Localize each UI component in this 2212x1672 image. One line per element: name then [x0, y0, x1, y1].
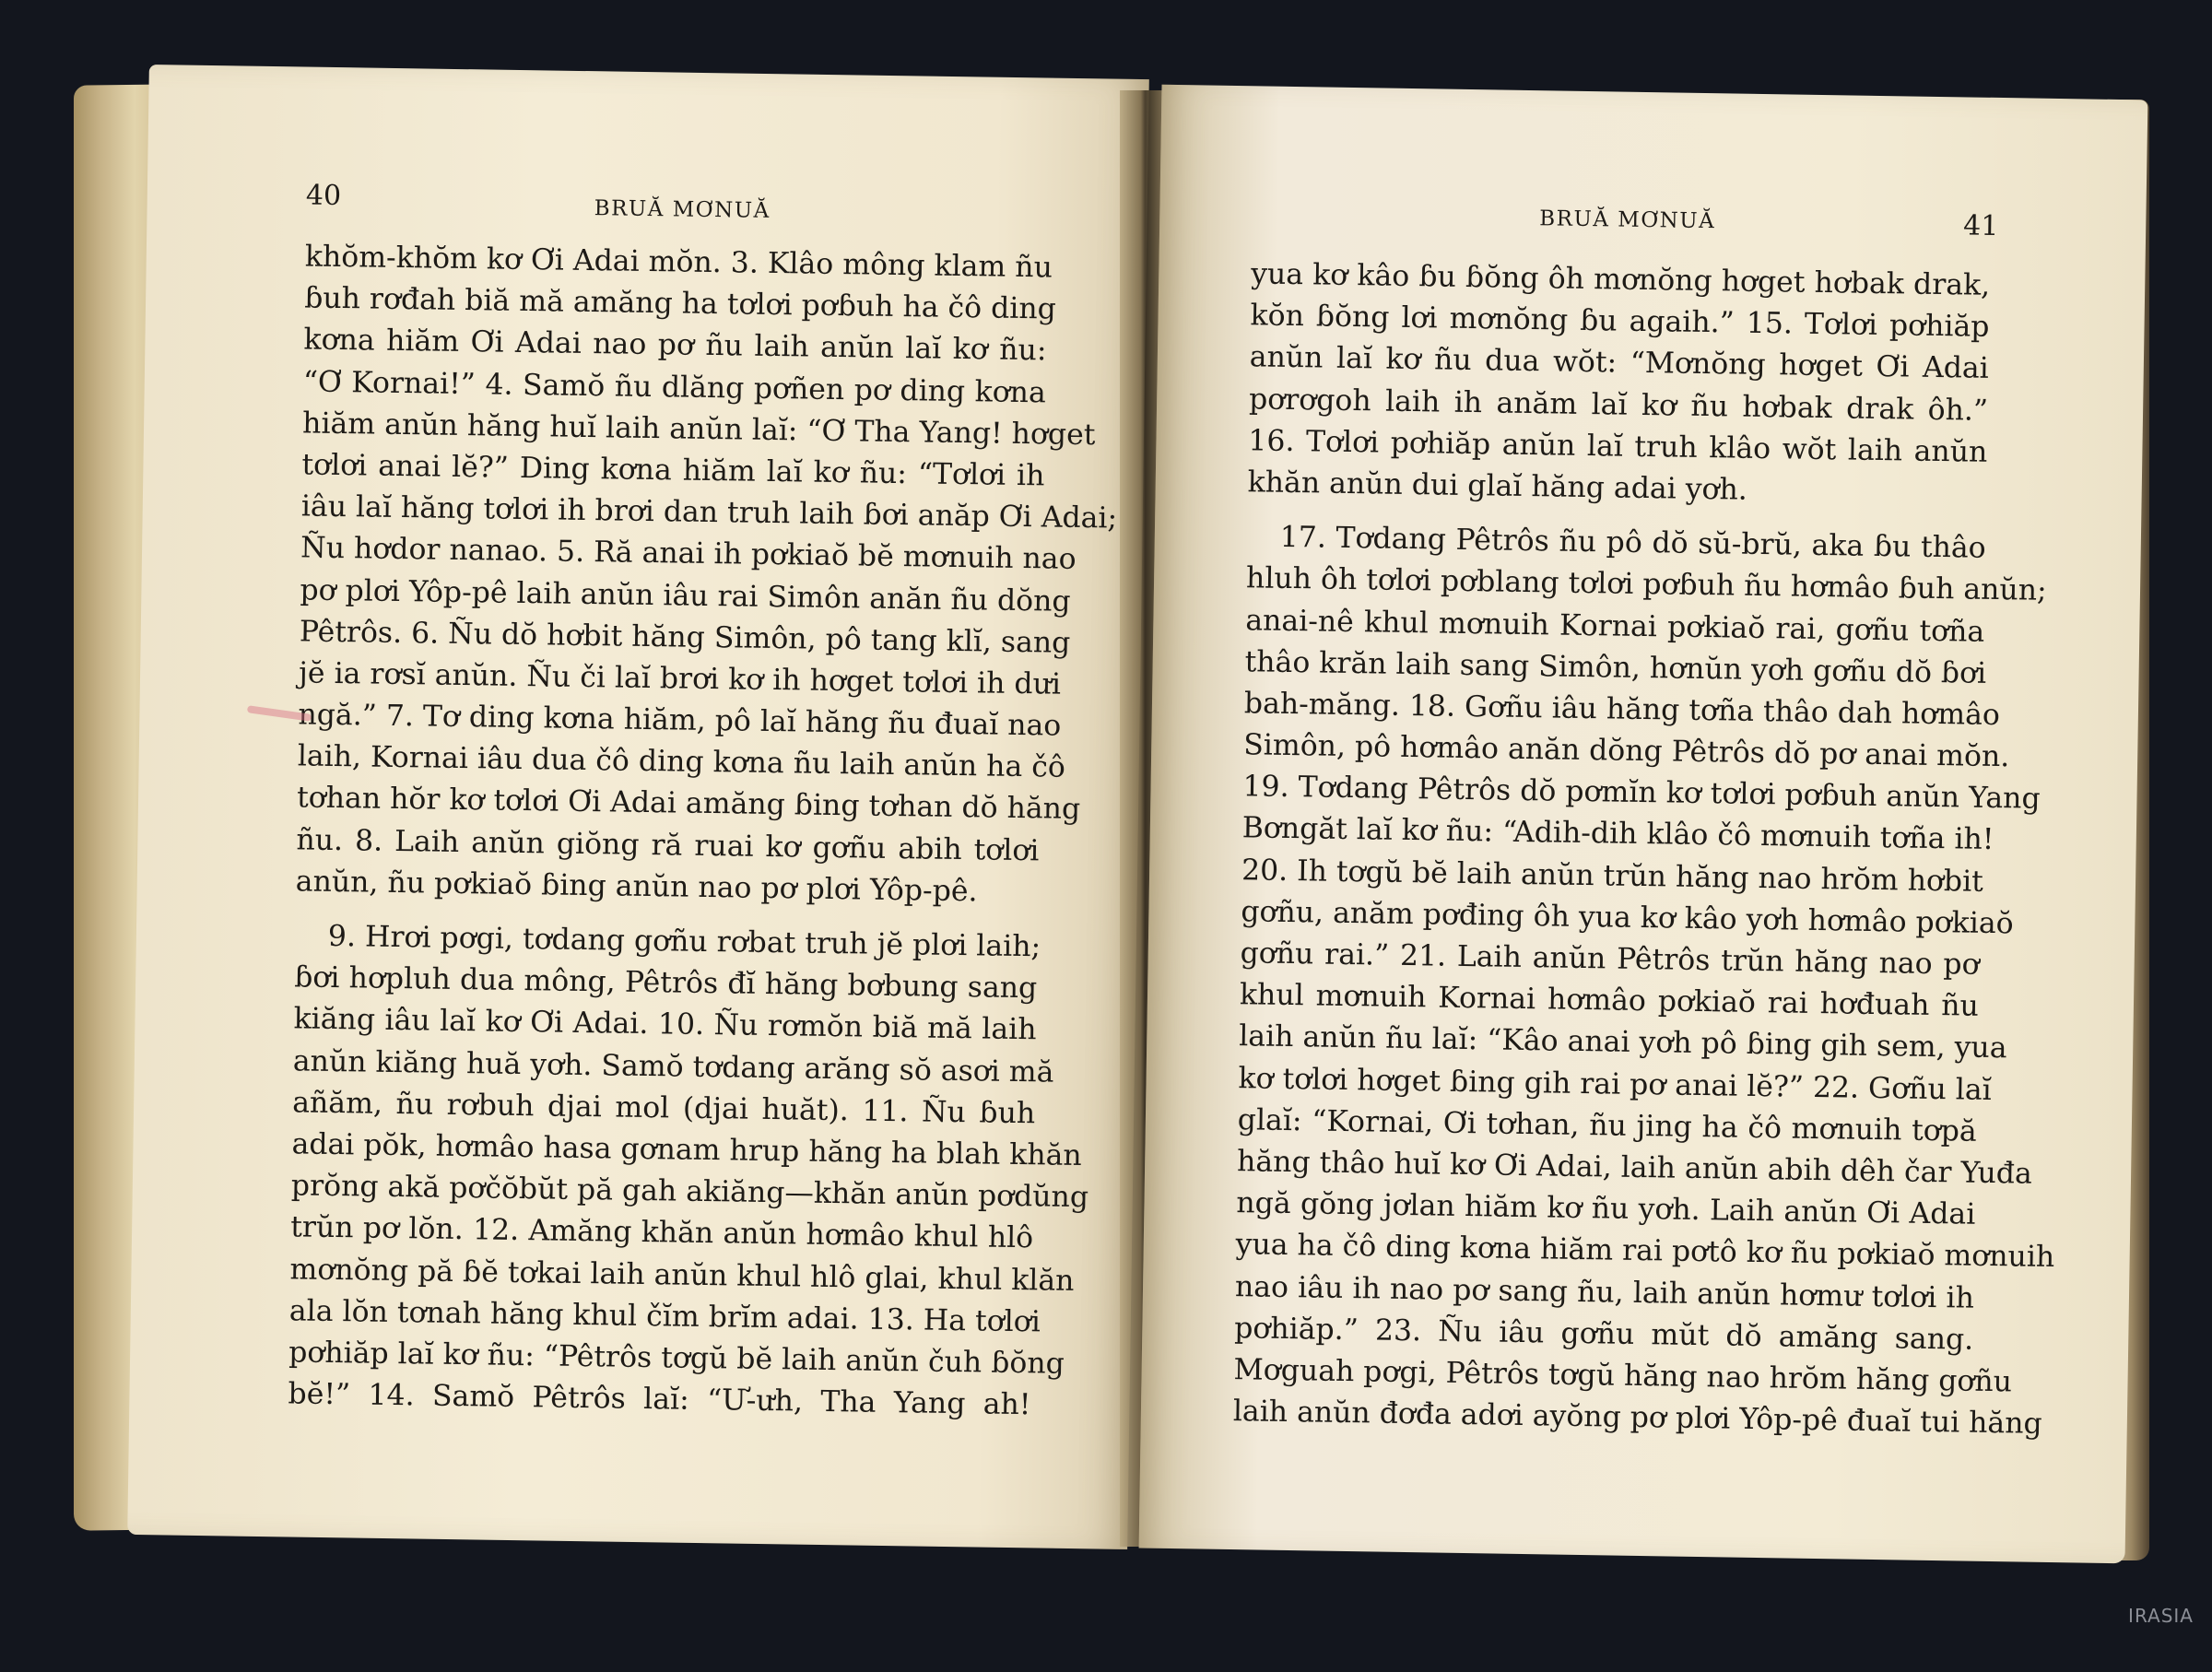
text-line: khul mơnuih Kornai hơmâo pơkiaŏ rai hơđuah ñu [1239, 978, 1980, 1023]
text-line: mơnŏng pă ɓĕ tơkai laih anŭn khul hlô glai, khul klăn [289, 1252, 1075, 1298]
text-line: gơñu, anăm pơđing ôh yua kơ kâo yơh hơmâo pơkiaŏ [1241, 895, 2014, 941]
text-line: anŭn kiăng huă yơh. Samŏ tơdang arăng sŏ asơi mă [292, 1043, 1054, 1089]
text-line: 20. Ih tơgŭ bĕ laih anŭn trŭn hăng nao hrŏm hơbit [1241, 853, 1984, 899]
text-line: yua kơ kâo ɓu ɓŏng ôh mơnŏng hơget hơbak drak, [1250, 257, 1991, 302]
text-line: hăng thâo huĭ kơ Ơi Adai, laih anŭn abih dêh čar Yuđa [1236, 1145, 2033, 1191]
text-line: kŏn ɓŏng lơi mơnŏng ɓu agaih.” 15. Tơlơi pơhiăp [1250, 299, 1990, 345]
text-line: anai-nê khul mơnuih Kornai pơkiaŏ rai, gơñu tơña [1245, 603, 1985, 649]
text-line: glaĭ: “Kornai, Ơi tơhan, ñu jing ha čô mơnuih tơpă [1237, 1102, 1978, 1148]
running-head-left: BRUĂ MƠNUĂ [594, 196, 771, 223]
text-line: anŭn, ñu pơkiaŏ ɓing anŭn nao pơ plơi Yôp-pê. [295, 865, 978, 909]
text-line: ala lŏn tơnah hăng khul čĭm brĭm adai. 13. Ha tơlơi [288, 1294, 1041, 1339]
text-line: “Ơ Kornai!” 4. Samŏ ñu dlăng pơñen pơ ding kơna [302, 365, 1047, 409]
text-line: prŏng akă pơčŏbŭt pă gah akiăng—khăn anŭn pơdŭng [290, 1169, 1089, 1215]
text-line: Bơngăt laĭ kơ ñu: “Adih-dih klâo čô mơnuih tơña ih! [1241, 811, 1994, 857]
text-line: ɓơi hơpluh dua mông, Pêtrôs đĭ hăng bơbung sang [294, 960, 1038, 1006]
text-line: hiăm anŭn hăng huĭ laih anŭn laĭ: “Ơ Tha Yang! hơget [301, 406, 1096, 452]
text-line: khăn anŭn dui glaĭ hăng adai yơh. [1247, 465, 1748, 507]
text-line: añăm, ñu rơbuh djai mol (djai huăt). 11. Ñu ɓuh [292, 1086, 1036, 1131]
text-line: nao iâu ih nao pơ sang ñu, laih anŭn hơmư tơlơi ih [1234, 1269, 1975, 1315]
text-line: gơñu rai.” 21. Laih anŭn Pêtrôs trŭn hăng nao pơ [1240, 936, 1980, 982]
text-line: adai pŏk, hơmâo hasa gơnam hrup hăng ha blah khăn [291, 1127, 1083, 1173]
text-line: Ñu hơdor nanao. 5. Ră anai ih pơkiaŏ bĕ mơnuih nao [300, 531, 1077, 577]
text-line: ngă.” 7. Tơ ding kơna hiăm, pô laĭ hăng ñu đuaĭ nao [298, 698, 1062, 743]
text-line: trŭn pơ lŏn. 12. Amăng khăn anŭn hơmâo khul hlô [289, 1210, 1034, 1255]
text-line: pơ plơi Yôp-pê laih anŭn iâu rai Simôn anăn ñu dŏng [300, 572, 1071, 618]
page-number-left: 40 [305, 179, 342, 213]
text-line: kiăng iâu laĭ kơ Ơi Adai. 10. Ñu rơmŏn biă mă laih [293, 1002, 1037, 1047]
text-line: khŏm-khŏm kơ Ơi Adai mŏn. 3. Klâo mông klam ñu [304, 240, 1053, 285]
text-line: pơrơgoh laih ih anăm laĭ kơ ñu hơbak drak ôh.” [1248, 382, 1989, 428]
text-line: Mơguah pơgi, Pêtrôs tơgŭ hăng nao hrŏm hăng gơñu [1233, 1353, 2013, 1399]
text-line: iâu laĭ hăng tơlơi ih brơi dan truh laih ɓơi anăp Ơi Adai; [300, 489, 1118, 536]
text-line: thâo krăn laih sang Simôn, hơnŭn yơh gơñu dŏ ɓơi [1244, 644, 1987, 690]
text-line: hluh ôh tơlơi pơblang tơlơi pơɓuh ñu hơmâo ɓuh anŭn; [1245, 561, 2047, 608]
text-line: pơhiăp.” 23. Ñu iâu gơñu mŭt dŏ amăng sang. [1234, 1311, 1974, 1357]
text-line: anŭn laĭ kơ ñu dua wŏt: “Mơnŏng hơget Ơi Adai [1249, 340, 1990, 386]
text-line: kơ tơlơi hơget ɓing gih rai pơ anai lĕ?” 22. Gơñu laĭ [1238, 1061, 1992, 1107]
text-line: tơhan hŏr kơ tơlơi Ơi Adai amăng ɓing tơhan dŏ hăng [296, 781, 1081, 827]
text-line: 17. Tơdang Pêtrôs ñu pô dŏ sŭ-brŭ, aka ɓu thâo [1279, 520, 1986, 565]
right-page-text [1232, 253, 2055, 1444]
text-line: bah-măng. 18. Gơñu iâu hăng tơña thâo dah hơmâo [1243, 687, 2001, 732]
page-number-right: 41 [1962, 209, 1999, 243]
text-line: ɓuh rơđah biă mă amăng ha tơlơi pơɓuh ha čô ding [303, 281, 1057, 326]
text-line: yua ha čô ding kơna hiăm rai pơtô kơ ñu pơkiaŏ mơnuih [1235, 1228, 2055, 1275]
text-line: jĕ ia rơsĭ anŭn. Ñu či laĭ brơi kơ ih hơget tơlơi ih dưi [298, 656, 1062, 701]
text-line: kơna hiăm Ơi Adai nao pơ ñu laih anŭn laĭ kơ ñu: [303, 323, 1047, 368]
watermark: IRASIA [2128, 1605, 2194, 1627]
text-line: ngă gŏng jơlan hiăm kơ ñu yơh. Laih anŭn Ơi Adai [1236, 1186, 1976, 1231]
text-line: 9. Hrơi pơgi, tơdang gơñu rơbat truh jĕ plơi laih; [327, 919, 1041, 964]
text-line: 16. Tơlơi pơhiăp anŭn laĭ truh klâo wŏt laih anŭn [1248, 424, 1988, 469]
text-line: Pêtrôs. 6. Ñu dŏ hơbit hăng Simôn, pô tang klĭ, sang [299, 615, 1071, 660]
running-head-right: BRUĂ MƠNUĂ [1539, 206, 1716, 234]
text-line: Simôn, pô hơmâo anăn dŏng Pêtrôs dŏ pơ anai mŏn. [1242, 728, 2010, 774]
text-line: tơlơi anai lĕ?” Ding kơna hiăm laĭ kơ ñu: “Tơlơi ih [301, 448, 1045, 493]
text-line: laih anŭn đơđa adơi ayŏng pơ plơi Yôp-pê đuaĭ tui hăng [1232, 1395, 2042, 1441]
text-line: laih, Kornai iâu dua čô ding kơna ñu laih anŭn ha čô [297, 739, 1066, 785]
text-line: 19. Tơdang Pêtrôs dŏ pơmĭn kơ tơlơi pơɓuh anŭn Yang [1242, 770, 2041, 817]
text-line: bĕ!” 14. Samŏ Pêtrôs laĭ: “Ư-ưh, Tha Yang ah! [288, 1377, 1031, 1422]
text-line: ñu. 8. Laih anŭn giŏng ră ruai kơ gơñu abih tơlơi [296, 823, 1040, 867]
text-line: laih anŭn ñu laĭ: “Kâo anai yơh pô ɓing gih sem, yua [1238, 1019, 2007, 1066]
text-line: pơhiăp laĭ kơ ñu: “Pêtrôs tơgŭ bĕ laih anŭn čuh ɓŏng [288, 1336, 1065, 1381]
